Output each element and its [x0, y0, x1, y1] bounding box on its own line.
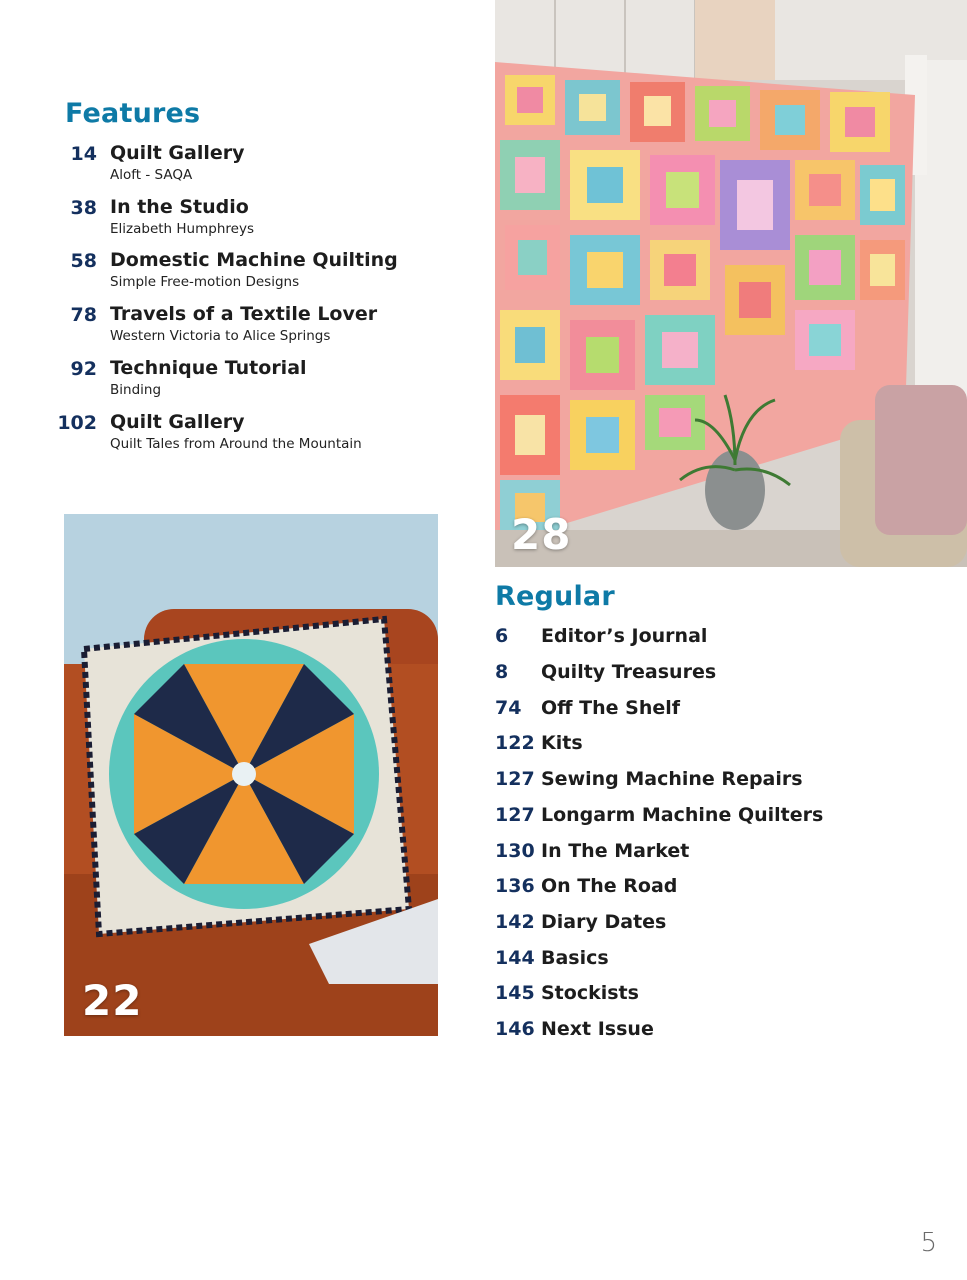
regular-page-number: 74: [495, 697, 522, 719]
feature-item-travels-of-a-textile-lover[interactable]: [0, 301, 470, 351]
feature-subtitle: Western Victoria to Alice Springs: [110, 328, 331, 344]
quilt-photo-page-label: 28: [511, 510, 572, 559]
feature-title: Quilt Gallery: [110, 411, 245, 433]
feature-page-number: 58: [70, 250, 97, 272]
regular-title: On The Road: [541, 875, 678, 897]
regular-title: Longarm Machine Quilters: [541, 804, 824, 826]
regular-page-number: 127: [495, 804, 535, 826]
feature-title: Travels of a Textile Lover: [110, 303, 378, 325]
regular-title: Sewing Machine Repairs: [541, 768, 803, 790]
feature-item-quilt-gallery-2[interactable]: [0, 409, 470, 459]
feature-item-quilt-gallery[interactable]: [0, 140, 470, 190]
regular-page-number: 144: [495, 947, 535, 969]
regular-page-number: 136: [495, 875, 535, 897]
feature-page-number: 14: [70, 143, 97, 165]
feature-subtitle: Quilt Tales from Around the Mountain: [110, 436, 362, 452]
regular-title: Kits: [541, 732, 583, 754]
regular-title: In The Market: [541, 840, 690, 862]
regular-page-number: 122: [495, 732, 535, 754]
regular-title: Off The Shelf: [541, 697, 681, 719]
feature-page-number: 92: [70, 358, 97, 380]
regular-item-next-issue[interactable]: [495, 1015, 965, 1045]
regular-page-number: 8: [495, 661, 509, 683]
regular-title: Diary Dates: [541, 911, 667, 933]
feature-subtitle: Simple Free-motion Designs: [110, 274, 300, 290]
feature-title: Domestic Machine Quilting: [110, 249, 398, 271]
regular-page-number: 145: [495, 982, 535, 1004]
regular-item-on-the-road[interactable]: [495, 872, 965, 902]
cushion-photo-illustration: [64, 514, 438, 1036]
regular-item-diary-dates[interactable]: [495, 908, 965, 938]
regular-title: Next Issue: [541, 1018, 654, 1040]
feature-title: In the Studio: [110, 196, 249, 218]
regular-heading: Regular: [495, 581, 615, 612]
feature-subtitle: Aloft - SAQA: [110, 167, 193, 183]
feature-subtitle: Elizabeth Humphreys: [110, 221, 254, 237]
regular-item-longarm-machine-quilters[interactable]: [495, 801, 965, 831]
feature-item-domestic-machine-quilting[interactable]: [0, 247, 470, 297]
feature-title: Technique Tutorial: [110, 357, 307, 379]
regular-item-basics[interactable]: [495, 944, 965, 974]
regular-item-editors-journal[interactable]: [495, 622, 965, 652]
regular-item-off-the-shelf[interactable]: [495, 694, 965, 724]
regular-page-number: 6: [495, 625, 509, 647]
regular-page-number: 130: [495, 840, 535, 862]
regular-title: Editor’s Journal: [541, 625, 708, 647]
quilt-photo-illustration: [495, 0, 967, 567]
cushion-photo-page-label: 22: [82, 976, 143, 1025]
quilt-photo[interactable]: [495, 0, 967, 567]
regular-page-number: 142: [495, 911, 535, 933]
feature-title: Quilt Gallery: [110, 142, 245, 164]
regular-item-kits[interactable]: [495, 729, 965, 759]
regular-item-stockists[interactable]: [495, 979, 965, 1009]
feature-page-number: 102: [57, 412, 97, 434]
feature-item-in-the-studio[interactable]: [0, 194, 470, 244]
features-heading: Features: [65, 98, 201, 129]
cushion-photo[interactable]: [64, 514, 438, 1036]
regular-item-quilty-treasures[interactable]: [495, 658, 965, 688]
regular-title: Stockists: [541, 982, 639, 1004]
feature-subtitle: Binding: [110, 382, 162, 398]
regular-title: Basics: [541, 947, 609, 969]
regular-item-sewing-machine-repairs[interactable]: [495, 765, 965, 795]
page-number: 5: [920, 1228, 937, 1258]
regular-page-number: 127: [495, 768, 535, 790]
feature-page-number: 78: [70, 304, 97, 326]
regular-title: Quilty Treasures: [541, 661, 717, 683]
regular-page-number: 146: [495, 1018, 535, 1040]
feature-page-number: 38: [70, 197, 97, 219]
feature-item-technique-tutorial[interactable]: [0, 355, 470, 405]
regular-item-in-the-market[interactable]: [495, 837, 965, 867]
